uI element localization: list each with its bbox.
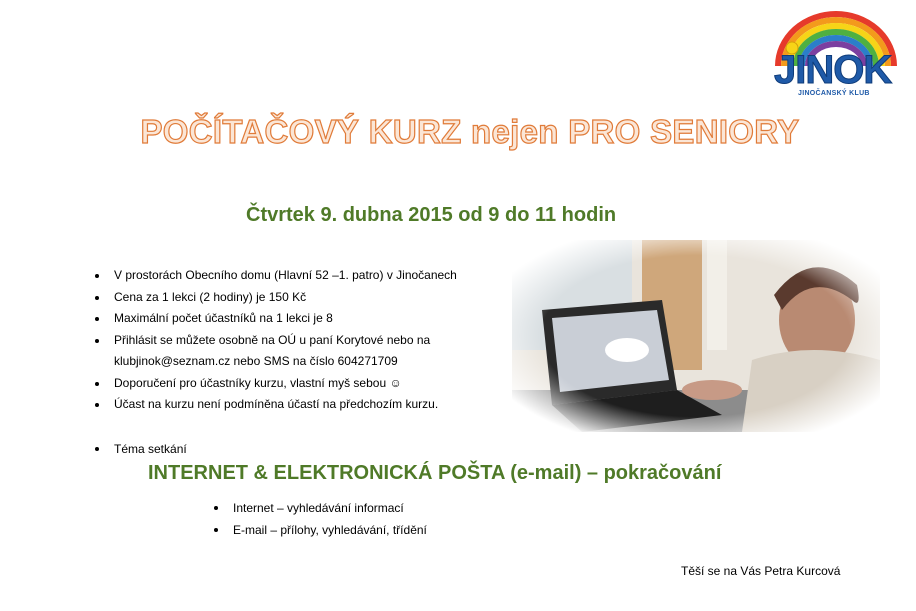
- topic-items-list: [214, 497, 427, 541]
- jinok-logo: [770, 8, 905, 100]
- senior-at-laptop-photo: [512, 240, 880, 432]
- topic-label: Téma setkání: [95, 440, 187, 458]
- logo-subtitle: JINOČANSKÝ KLUB: [798, 90, 870, 97]
- info-item-contact: klubjinok@seznam.cz nebo SMS na číslo 604271709: [114, 354, 398, 368]
- course-subject: INTERNET & ELEKTRONICKÁ POŠTA (e-mail) – pokračování: [148, 462, 722, 484]
- info-item-signup: Přihlásit se můžete osobně na OÚ u paní Korytové nebo na: [95, 330, 457, 352]
- info-item-attendance: Účast na kurzu není podmíněna účastí na předchozím kurzu.: [95, 394, 457, 416]
- info-item-price: Cena za 1 lekci (2 hodiny) je 150 Kč: [95, 287, 457, 309]
- date-line: Čtvrtek 9. dubna 2015 od 9 do 11 hodin: [246, 204, 617, 226]
- info-list: [95, 265, 457, 416]
- signature: Těší se na Vás Petra Kurcová: [681, 564, 841, 578]
- info-item-capacity: Maximální počet účastníků na 1 lekci je 8: [95, 308, 457, 330]
- logo-word: JINOK: [774, 48, 892, 92]
- page-title: POČÍTAČOVÝ KURZ nejen PRO SENIORY: [140, 113, 800, 150]
- topic-list: [95, 440, 187, 458]
- topic-item-internet: Internet – vyhledávání informací: [214, 497, 427, 519]
- info-item-location: V prostorách Obecního domu (Hlavní 52 –1. patro) v Jinočanech: [95, 265, 457, 287]
- info-item-mouse: Doporučení pro účastníky kurzu, vlastní myš sebou ☺: [95, 373, 457, 395]
- topic-item-email: E-mail – přílohy, vyhledávání, třídění: [214, 519, 427, 541]
